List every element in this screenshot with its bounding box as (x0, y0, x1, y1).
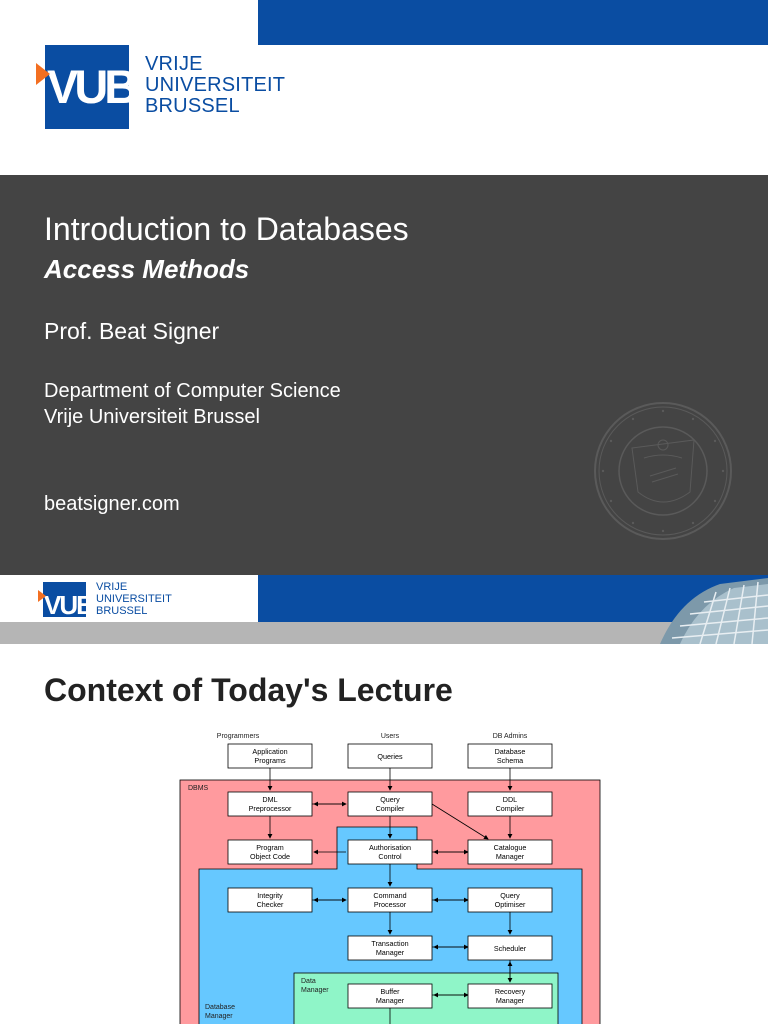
svg-text:Integrity: Integrity (257, 891, 283, 900)
svg-text:Preprocessor: Preprocessor (248, 804, 292, 813)
svg-text:Database: Database (494, 747, 526, 756)
department-line-1: Department of Computer Science (44, 380, 341, 402)
catalogue-manager-box (468, 840, 552, 864)
small-logo-mark-box (43, 582, 93, 620)
lecture-subtitle: Access Methods (44, 254, 250, 284)
svg-text:Query: Query (500, 891, 520, 900)
logo-mark-text: VUB (47, 60, 135, 113)
building-image (650, 578, 768, 644)
svg-text:Compiler: Compiler (495, 804, 525, 813)
author-name: Prof. Beat Signer (44, 318, 220, 344)
users-label: Users (380, 733, 400, 740)
scheduler-box (468, 936, 552, 960)
department-block (44, 378, 341, 430)
svg-text:Checker: Checker (256, 900, 284, 909)
logo-word-3: BRUSSEL (145, 95, 240, 117)
integrity-checker-box (228, 888, 312, 912)
program-object-code-box (228, 840, 312, 864)
svg-text:Buffer: Buffer (380, 987, 400, 996)
svg-text:Queries: Queries (377, 752, 403, 761)
database-manager-label-2: Manager (205, 1013, 233, 1020)
svg-text:Object Code: Object Code (250, 852, 290, 861)
svg-text:Transaction: Transaction (371, 939, 409, 948)
svg-text:Scheduler: Scheduler (493, 944, 527, 953)
top-accent-bar (258, 0, 768, 45)
svg-text:Manager: Manager (495, 996, 525, 1005)
slide-title: Context of Today's Lecture (44, 672, 453, 708)
database-manager-label-1: Database (205, 1004, 235, 1011)
recovery-manager-box (468, 984, 552, 1008)
svg-text:Compiler: Compiler (375, 804, 405, 813)
command-processor-box (348, 888, 432, 912)
svg-text:Processor: Processor (373, 900, 407, 909)
logo-word-2: UNIVERSITEIT (145, 74, 286, 96)
svg-text:Application: Application (252, 747, 288, 756)
dml-preprocessor-box (228, 792, 312, 816)
svg-text:Optimiser: Optimiser (494, 900, 526, 909)
university-seal-icon (592, 400, 734, 542)
small-logo-mark-text: VUB (44, 590, 93, 620)
ddl-compiler-box (468, 792, 552, 816)
small-logo-orange-arrow (38, 590, 46, 602)
svg-text:Schema: Schema (496, 756, 524, 765)
db-admins-label: DB Admins (492, 733, 528, 740)
programmers-label: Programmers (216, 733, 260, 740)
course-title: Introduction to Databases (44, 211, 409, 247)
authorisation-control-box (348, 840, 432, 864)
logo-wordmark (145, 54, 285, 117)
website-link[interactable]: beatsigner.com (44, 493, 180, 515)
svg-text:Programs: Programs (254, 756, 286, 765)
svg-text:DML: DML (262, 795, 278, 804)
application-programs-box (228, 744, 312, 768)
logo-orange-arrow (36, 63, 50, 85)
database-schema-box (468, 744, 552, 768)
svg-text:Command: Command (373, 891, 407, 900)
small-logo-wordmark (96, 581, 172, 617)
svg-text:Manager: Manager (375, 948, 405, 957)
small-logo-word-2: UNIVERSITEIT (96, 593, 172, 605)
vub-logo-small (38, 577, 218, 621)
buffer-manager-box (348, 984, 432, 1008)
dbms-label: DBMS (188, 785, 209, 792)
query-compiler-box (348, 792, 432, 816)
small-logo-word-1: VRIJE (96, 581, 128, 593)
svg-text:Query: Query (380, 795, 400, 804)
data-manager-label-2: Manager (301, 987, 329, 994)
svg-text:DDL: DDL (502, 795, 518, 804)
svg-text:Authorisation: Authorisation (369, 843, 411, 852)
transaction-manager-box (348, 936, 432, 960)
logo-word-1: VRIJE (145, 53, 203, 75)
department-line-2: Vrije Universiteit Brussel (44, 406, 260, 428)
vub-logo (36, 44, 296, 132)
svg-text:Recovery: Recovery (494, 987, 526, 996)
svg-text:Program: Program (256, 843, 284, 852)
svg-text:Catalogue: Catalogue (493, 843, 527, 852)
svg-text:Manager: Manager (375, 996, 405, 1005)
svg-text:Manager: Manager (495, 852, 525, 861)
small-logo-word-3: BRUSSEL (96, 605, 148, 617)
data-manager-label-1: Data (301, 978, 316, 985)
dbms-architecture-diagram (170, 726, 610, 1024)
svg-text:Control: Control (378, 852, 402, 861)
query-optimiser-box (468, 888, 552, 912)
queries-box (348, 744, 432, 768)
logo-mark-box (45, 45, 135, 129)
